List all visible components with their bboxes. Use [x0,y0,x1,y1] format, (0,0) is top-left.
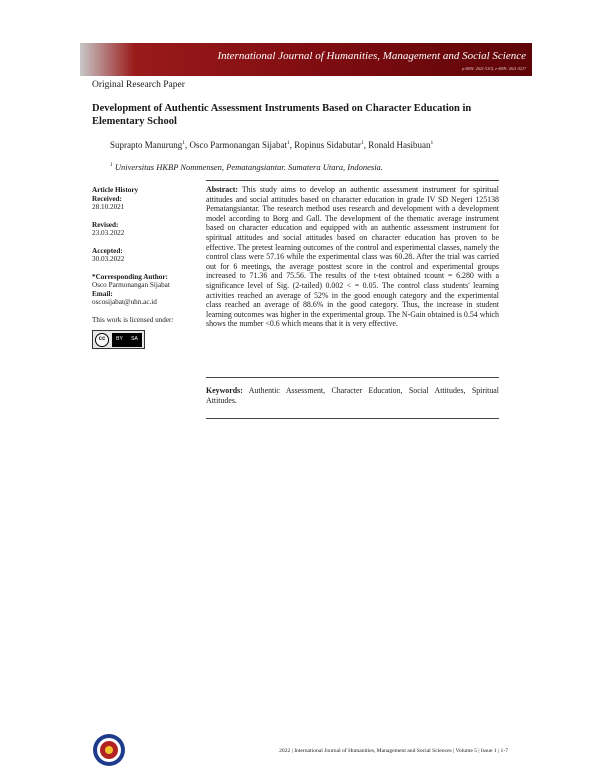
author-name: Ronald Hasibuan [368,140,431,150]
paper-title: Development of Authentic Assessment Instruments Based on Character Education in Elementary School [92,103,472,127]
author-name: Suprapto Manurung [110,140,183,150]
cc-by-label: BY [116,336,123,343]
cc-sa-label: SA [131,336,138,343]
keywords [206,386,499,405]
page-footer: 2022 | International Journal of Humanities, Management and Social Sciences | Volume 5 | Issue 1 | 1-7 [279,748,508,754]
corresponding-label: *Corresponding Author: [92,272,168,281]
received-date: 28.10.2021 [92,203,125,211]
author-affiliation-mark: 1 [360,140,364,146]
cc-icon: cc [95,333,109,347]
abstract [206,185,499,329]
abstract-text: This study aims to develop an authentic assessment instrument for spiritual attitudes and social attitudes based on character education in grade IV SD Negeri 125138 Pematangsiantar. The research method uses research and development with a development model according to Borg and Gall. The development of the thematic average instrument based on character education and equipped with an authentic assessment instrument for spiritual attitudes and social attitudes based on character education has proven to be effective. The pretest learning outcomes of the control and experimental classes, namely the control class were 57.16 while the experimental class was 60.28. After the trial was carried out for 6 meetings, the average posttest score in the control and experimental groups increased to 71.36 and 75.56. The results of the t-test obtained tcount = 6.280 with a significance level of Sig. (2-tailed) 0.002 < = 0.05. The control class students' learning activities reached an average of 52% in the good enough category and the experimental class reached an average of 88.6% in the good category. Thus, the increase in student learning outcomes was higher in the experimental group. The N-Gain obtained is 0.54 which shows the number <0.6 which means that it is very effective. [206,185,499,329]
affiliation-text: Universitas HKBP Nommensen, Pematangsiantar. Sumatera Utara, Indonesia. [114,162,383,172]
author-name: Osco Parmonangan Sijabat [189,140,287,150]
author-affiliation-mark: 1 [430,140,434,146]
received-label: Received: [92,194,122,203]
history-label: Article History [92,186,139,194]
journal-banner [80,43,532,76]
journal-issn: p-ISSN: 2621-511X, e-ISSN: 2621-5217 [462,66,526,71]
corresponding-name: Osco Parmonangan Sijabat [92,281,170,289]
email-link[interactable]: oscosijabat@uhn.ac.id [92,298,157,306]
email-label: Email: [92,289,113,298]
keywords-text: Authentic Assessment, Character Education, Social Attitudes, Spiritual Attitudes. [206,386,499,405]
affiliation-mark: 1 [110,162,113,169]
author-affiliation-mark: 1 [182,140,185,146]
revised-label: Revised: [92,220,119,229]
keywords-label: Keywords: [206,386,243,395]
affiliation [110,162,383,172]
seal-center [105,746,113,754]
accepted-date: 30.03.2022 [92,255,125,263]
keywords-section [206,386,499,419]
accepted-label: Accepted: [92,246,123,255]
author-affiliation-mark: 1 [286,140,290,146]
author-list: Suprapto Manurung$^1$, Osco Parmonangan Sijabat$^1$, Ropinus Sidabutar$^1$, Ronald Hasibuan$^1$ [110,140,434,150]
abstract-label: Abstract: [206,185,238,194]
author-name: Ropinus Sidabutar [294,140,361,150]
license-text: This work is licensed under: [92,315,174,324]
revised-date: 23.03.2022 [92,229,125,237]
journal-title: International Journal of Humanities, Management and Social Science [217,50,526,62]
article-info-sidebar [92,186,197,349]
abstract-section [206,180,499,378]
cc-license-badge[interactable] [92,330,145,349]
paper-type: Original Research Paper [92,80,185,90]
cc-by-sa-icon [112,333,142,347]
university-seal-icon [92,733,126,767]
